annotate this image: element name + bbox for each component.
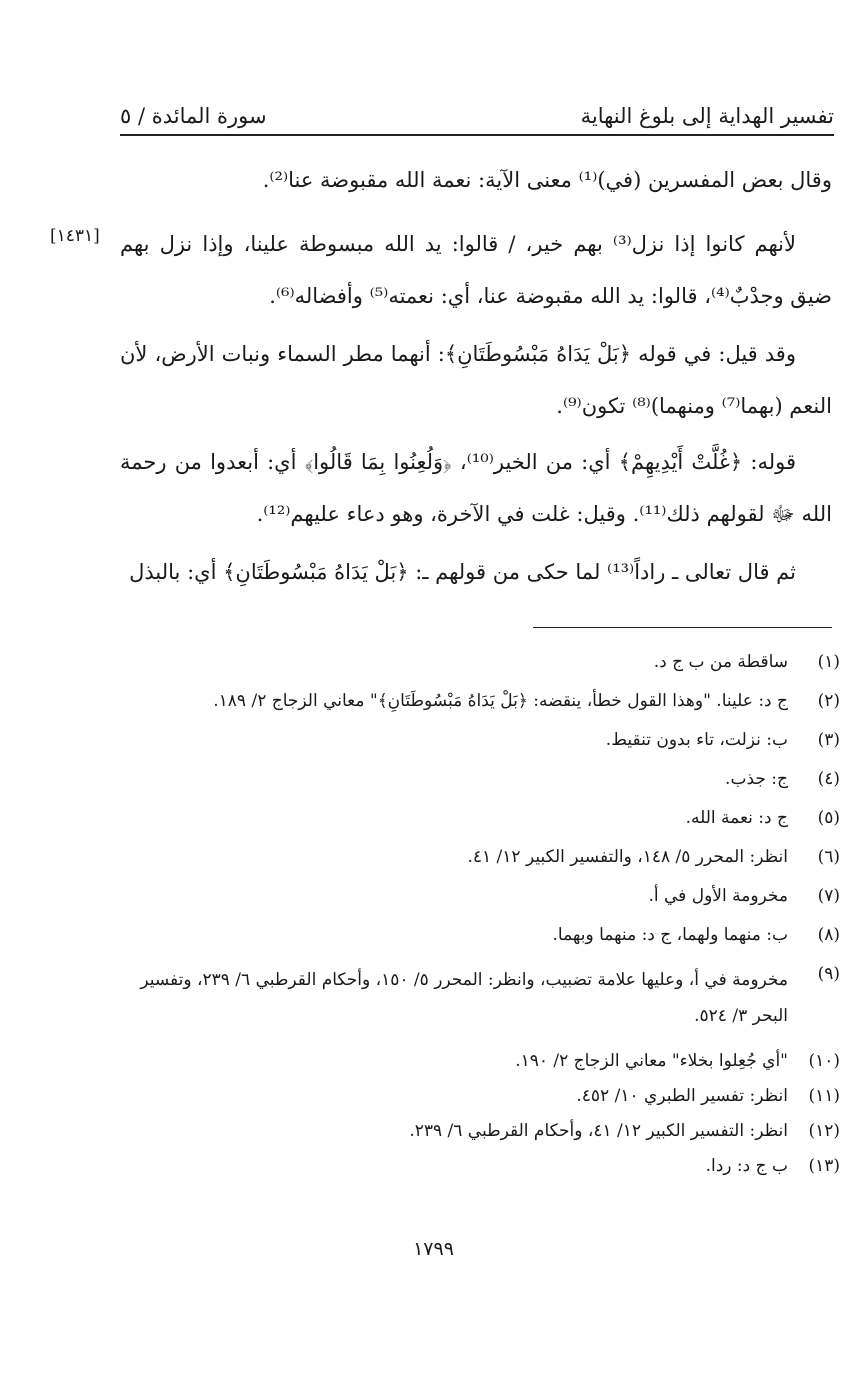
footnote-item	[120, 1154, 840, 1178]
footnote-number: (١٠)	[808, 1051, 840, 1071]
footnote-item	[120, 1119, 840, 1143]
footnote-separator	[533, 627, 832, 628]
footnote-number: (٣)	[817, 730, 840, 750]
paragraph-5: ثم قال تعالى ـ راداً⁽¹³⁾ لما حكى من قولهم ـ: ﴿بَلْ يَدَاهُ مَبْسُوطَتَانِ﴾ أي: بالبذل	[129, 560, 796, 584]
footnote-number: (٥)	[817, 808, 840, 828]
footnote-number: (٤)	[817, 769, 840, 789]
footnote-number: (٩)	[817, 964, 840, 984]
manuscript-folio-ref: [١٤٣١]	[50, 226, 100, 246]
footnote-item	[120, 767, 840, 791]
footnote-text: انظر: المحرر ٥/ ١٤٨، والتفسير الكبير ١٢/ ٤١.	[467, 847, 788, 867]
paragraph-3: وقد قيل: في قوله ﴿بَلْ يَدَاهُ مَبْسُوطَتَانِ﴾: أنهما مطر السماء ونبات الأرض، لأن النعم (بهما⁽⁷⁾ ومنهما)⁽⁸⁾ تكون⁽⁹⁾.	[120, 342, 832, 418]
running-header	[120, 92, 834, 136]
footnote-number: (١١)	[808, 1086, 840, 1106]
footnote-number: (١)	[817, 652, 840, 672]
page-number: ١٧٩٩	[413, 1238, 454, 1260]
footnote-item	[120, 650, 840, 674]
footnote-item	[120, 1049, 840, 1073]
footnote-item	[120, 689, 840, 713]
paragraph-2: لأنهم كانوا إذا نزل⁽³⁾ بهم خير، / قالوا: يد الله مبسوطة علينا، وإذا نزل بهم ضيق وجدْبٌ⁽⁴⁾، قالوا: يد الله مقبوضة عنا، أي: نعمته⁽⁵⁾ وأفضاله⁽⁶⁾.	[120, 232, 832, 308]
footnote-text: انظر: تفسير الطبري ١٠/ ٤٥٢.	[576, 1086, 788, 1106]
footnote-text: ب ج د: ردا.	[705, 1156, 788, 1176]
footnote-item	[120, 884, 840, 908]
footnote-number: (١٣)	[808, 1156, 840, 1176]
footnote-number: (٧)	[817, 886, 840, 906]
footnote-item	[120, 923, 840, 947]
footnote-number: (٨)	[817, 925, 840, 945]
footnote-item	[120, 728, 840, 752]
footnote-text: مخرومة في أ، وعليها علامة تضبيب، وانظر: المحرر ٥/ ١٥٠، وأحكام القرطبي ٦/ ٢٣٩، وتفسير البحر ٣/ ٥٢٤.	[140, 970, 788, 1026]
footnote-text: مخرومة الأول في أ.	[648, 886, 788, 906]
footnote-item	[120, 845, 840, 869]
footnote-item	[120, 962, 840, 1034]
footnote-text: ساقطة من ب ج د.	[653, 652, 788, 672]
footnote-number: (٦)	[817, 847, 840, 867]
footnote-text: ج: جذب.	[725, 769, 788, 789]
footnote-item	[120, 1084, 840, 1108]
surah-label: سورة المائدة / ٥	[120, 104, 267, 128]
book-title: تفسير الهداية إلى بلوغ النهاية	[580, 104, 834, 128]
footnote-item	[120, 806, 840, 830]
footnote-text: "أي جُعِلوا بخلاء" معاني الزجاج ٢/ ١٩٠.	[515, 1051, 788, 1071]
footnote-text: ج د: علينا. "وهذا القول خطأ، ينقضه: ﴿بَلْ يَدَاهُ مَبْسُوطَتَانِ﴾" معاني الزجاج ٢/ ١٨٩.	[213, 691, 788, 711]
footnote-text: ج د: نعمة الله.	[685, 808, 788, 828]
footnote-text: انظر: التفسير الكبير ١٢/ ٤١، وأحكام القرطبي ٦/ ٢٣٩.	[409, 1121, 788, 1141]
paragraph-4: قوله: ﴿غُلَّتْ أَيْدِيهِمْ﴾ أي: من الخير⁽¹⁰⁾، ﴿وَلُعِنُوا بِمَا قَالُوا﴾ أي: أبعدوا من رحمة الله ﷻ لقولهم ذلك⁽¹¹⁾. وقيل: غلت في الآخرة، وهو دعاء عليهم⁽¹²⁾.	[120, 450, 832, 526]
footnote-number: (٢)	[817, 691, 840, 711]
paragraph-1: وقال بعض المفسرين (في)⁽¹⁾ معنى الآية: نعمة الله مقبوضة عنا⁽²⁾.	[262, 168, 832, 192]
footnote-text: ب: نزلت، تاء بدون تنقيط.	[605, 730, 788, 750]
footnote-text: ب: منهما ولهما، ج د: منهما وبهما.	[552, 925, 788, 945]
footnote-number: (١٢)	[808, 1121, 840, 1141]
footnotes	[120, 650, 840, 1189]
